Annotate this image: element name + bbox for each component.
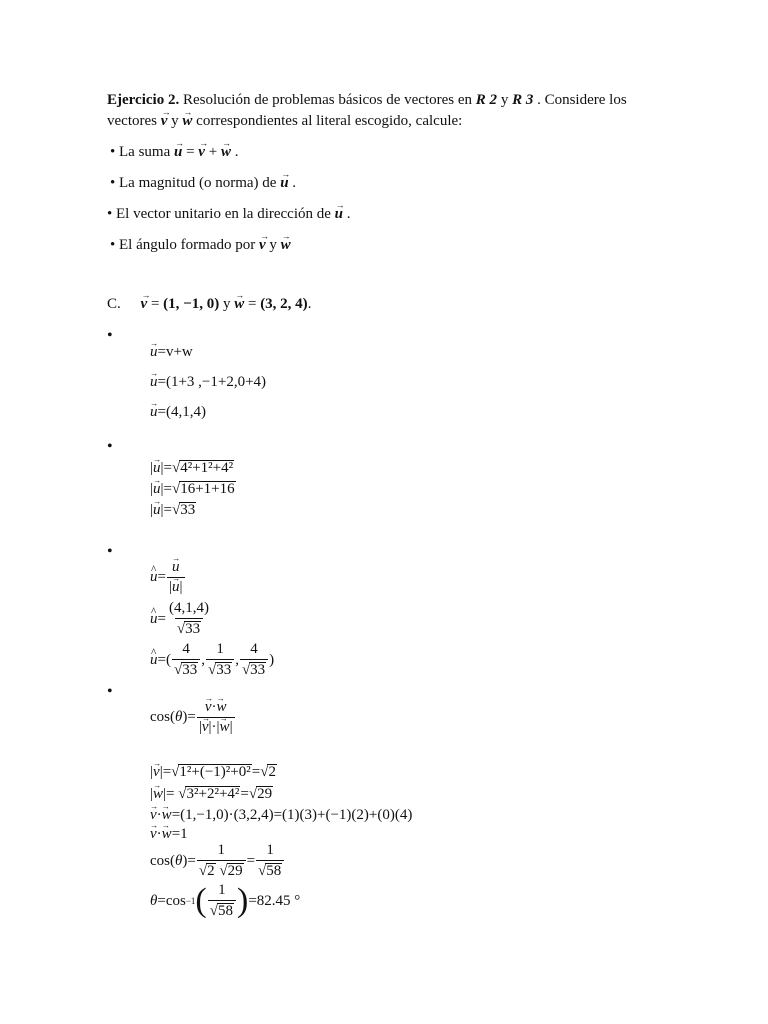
conjunction: y xyxy=(222,296,231,312)
period: . xyxy=(307,296,312,312)
numerator: 1 xyxy=(266,842,274,858)
w-vector: w → xyxy=(217,700,227,716)
angle-formula: cos ( θ ) = $\frac{v \to\cdot w \to}{|v \to|\cdot|w \to|}$ xyxy=(150,700,236,736)
dot-product-result: v →·w →=1 xyxy=(150,827,188,842)
v-vector: v → xyxy=(150,808,157,823)
vector-w-value: (3, 2, 4) xyxy=(260,296,308,312)
equals-sign: = xyxy=(246,852,256,869)
u-vector: u → xyxy=(153,503,161,518)
sum-line-3 xyxy=(150,405,206,420)
vector-w-symbol: w → xyxy=(281,238,291,253)
radicand: 33 xyxy=(250,661,266,678)
numerator: 1 xyxy=(217,842,225,858)
v-vector: v → xyxy=(205,700,212,716)
radicand: 3²+2²+4² xyxy=(186,786,240,802)
left-paren: ( xyxy=(195,881,207,919)
numerator: 4 xyxy=(250,641,258,657)
radicand: 1²+(−1)²+0² xyxy=(179,764,251,780)
task-text: • El vector unitario en la dirección de xyxy=(107,206,331,222)
conjunction: y xyxy=(171,113,179,129)
cos-value-line: cos ( θ ) = $\frac{1}{√2 √29}$ = $\frac{1}{√58}$ xyxy=(150,843,285,880)
radicand: 4²+1²+4² xyxy=(180,460,234,476)
solution-bullet-3: • xyxy=(107,543,113,560)
radicand: 33 xyxy=(180,502,196,518)
v-vector: v → xyxy=(202,720,209,736)
w-norm-line: |w →|= √3²+2²+4²=√29 xyxy=(150,786,273,802)
conjunction: y xyxy=(269,237,277,253)
theta: θ xyxy=(175,852,183,869)
dot-product-line: v →·w →=(1,−1,0)·(3,2,4)=(1)(3)+(−1)(2)+(0)(4) xyxy=(150,808,412,823)
solution-bullet-2: • xyxy=(107,438,113,455)
vector-w-symbol: w → xyxy=(182,114,192,129)
task-magnitude xyxy=(110,176,296,191)
equals-sign: = xyxy=(157,610,166,627)
u-hat: u ^ xyxy=(150,653,158,668)
w-vector: w → xyxy=(220,720,230,736)
vector-v-symbol: v → xyxy=(161,114,168,129)
r2-symbol: R 2 xyxy=(475,92,498,108)
vector-v-symbol: v → xyxy=(141,297,148,312)
equals-sign: = xyxy=(150,296,160,312)
right-paren: ) xyxy=(236,881,249,919)
magnitude-line-2: |u →|=√16+1+16 xyxy=(150,481,236,497)
fraction: $\frac{1}{√58}$ xyxy=(256,843,284,880)
fraction: $\frac{v \to\cdot w \to}{|v \to|\cdot|w \to|}$ xyxy=(197,700,235,736)
equals-sign: = xyxy=(157,569,166,586)
vector-u-symbol: u → xyxy=(280,176,288,191)
numerator: 1 xyxy=(216,641,224,657)
equals-sign: = xyxy=(187,709,196,726)
radicand: 2 xyxy=(268,764,276,780)
w-vector: w → xyxy=(153,787,163,802)
exercise-heading-line-1 xyxy=(107,93,627,108)
u-vector: u → xyxy=(153,461,161,476)
sum-result: =(4,1,4) xyxy=(157,404,206,420)
sum-components: =(1+3 ,−1+2,0+4) xyxy=(157,374,267,390)
cos-label: cos xyxy=(150,852,170,869)
sum-line-1 xyxy=(150,345,193,360)
arccos-label: cos xyxy=(165,892,186,909)
equals-sign: = xyxy=(247,296,257,312)
numerator: 1 xyxy=(218,882,226,898)
numerator: 4 xyxy=(182,641,190,657)
equals-sign: = xyxy=(186,144,195,160)
cos-label: cos xyxy=(150,709,170,726)
unit-line-1 xyxy=(150,560,186,596)
task-text: • La suma xyxy=(110,144,171,160)
unit-line-3: u ^ = ( $\frac{4}{√33}$ , $\frac{1}{√33}$ , $\frac{4}{√33}$ ) xyxy=(150,642,274,679)
w-vector: w → xyxy=(162,827,172,842)
v-vector: v → xyxy=(150,827,157,842)
fraction: $\frac{u \to}{|u \to|}$ xyxy=(167,560,185,596)
fraction: $\frac{(4,1,4)}{√33}$ xyxy=(168,600,209,637)
task-text: • La magnitud (o norma) de xyxy=(110,175,277,191)
equals-sign: = xyxy=(187,852,196,869)
angle-result: =82.45 ° xyxy=(248,892,301,909)
heading-tail: . Considere los xyxy=(537,92,627,108)
theta: θ xyxy=(150,892,158,909)
radicand: 33 xyxy=(182,661,198,678)
dot-product-expansion: =(1,−1,0)·(3,2,4)=(1)(3)+(−1)(2)+(0)(4) xyxy=(171,807,413,823)
heading-text: vectores xyxy=(107,113,157,129)
v-vector: v → xyxy=(153,765,160,780)
radicand: 33 xyxy=(185,620,201,637)
exercise-number: Ejercicio 2. xyxy=(107,92,180,108)
period: . xyxy=(292,175,297,191)
u-vector: u → xyxy=(172,560,180,576)
period: . xyxy=(346,206,351,222)
literal-c-statement xyxy=(107,297,311,312)
unit-line-2 xyxy=(150,601,212,638)
numerator: (4,1,4) xyxy=(168,600,209,616)
vector-w-symbol: w → xyxy=(221,145,231,160)
radicand: 58 xyxy=(266,862,282,879)
fraction: $\frac{1}{√33}$ xyxy=(206,642,234,679)
task-sum xyxy=(110,145,238,160)
solution-bullet-1: • xyxy=(107,327,113,344)
radicand: 16+1+16 xyxy=(180,481,235,497)
equals-sign: = xyxy=(157,892,166,909)
radicand: 33 xyxy=(216,661,232,678)
vector-v-symbol: v → xyxy=(198,145,205,160)
conjunction: y xyxy=(500,92,509,108)
solution-bullet-4: • xyxy=(107,683,113,700)
radicand: 29 xyxy=(257,786,273,802)
dot-product-value: =1 xyxy=(171,826,188,842)
exercise-heading-line-2 xyxy=(107,114,462,129)
sum-line-2 xyxy=(150,375,266,390)
u-vector: u → xyxy=(172,580,180,596)
magnitude-line-3: |u →|=√33 xyxy=(150,502,196,518)
literal-label: C. xyxy=(107,296,121,312)
u-hat: u ^ xyxy=(150,570,158,585)
r3-symbol: R 3 xyxy=(512,92,534,108)
vector-u-symbol: u → xyxy=(335,207,343,222)
fraction: $\frac{1}{√2 √29}$ xyxy=(197,843,246,880)
radicand: 29 xyxy=(227,862,243,879)
u-hat: u ^ xyxy=(150,612,158,627)
exercise-description: Resolución de problemas básicos de vectores en xyxy=(182,92,473,108)
task-angle xyxy=(110,238,291,253)
fraction: $\frac{4}{√33}$ xyxy=(240,642,268,679)
plus-sign: + xyxy=(208,144,218,160)
u-vector: u → xyxy=(150,405,158,420)
equals-sign: = xyxy=(157,651,166,668)
vector-v-symbol: v → xyxy=(259,238,266,253)
u-vector: u → xyxy=(150,345,158,360)
fraction: $\frac{4}{√33}$ xyxy=(172,642,200,679)
fraction: $\frac{1}{√58}$ xyxy=(208,883,236,920)
heading-text: correspondientes al literal escogido, calcule: xyxy=(196,113,463,129)
radicand: 2 xyxy=(207,862,215,879)
magnitude-line-1: |u →|=√4²+1²+4² xyxy=(150,460,234,476)
vector-w-symbol: w → xyxy=(234,297,244,312)
sum-expression: =v+w xyxy=(157,344,193,360)
v-norm-line: |v →|=√1²+(−1)²+0²=√2 xyxy=(150,764,277,780)
task-text: • El ángulo formado por xyxy=(110,237,256,253)
theta-result-line: θ = cos −1 ( $\frac{1}{√58}$ ) =82.45 ° xyxy=(150,881,301,919)
vector-v-value: (1, −1, 0) xyxy=(163,296,220,312)
radicand: 58 xyxy=(217,902,233,919)
vector-u-symbol: u → xyxy=(174,145,182,160)
theta: θ xyxy=(175,709,183,726)
task-unit-vector xyxy=(107,207,351,222)
w-vector: w → xyxy=(162,808,172,823)
period: . xyxy=(234,144,239,160)
u-vector: u → xyxy=(153,482,161,497)
u-vector: u → xyxy=(150,375,158,390)
